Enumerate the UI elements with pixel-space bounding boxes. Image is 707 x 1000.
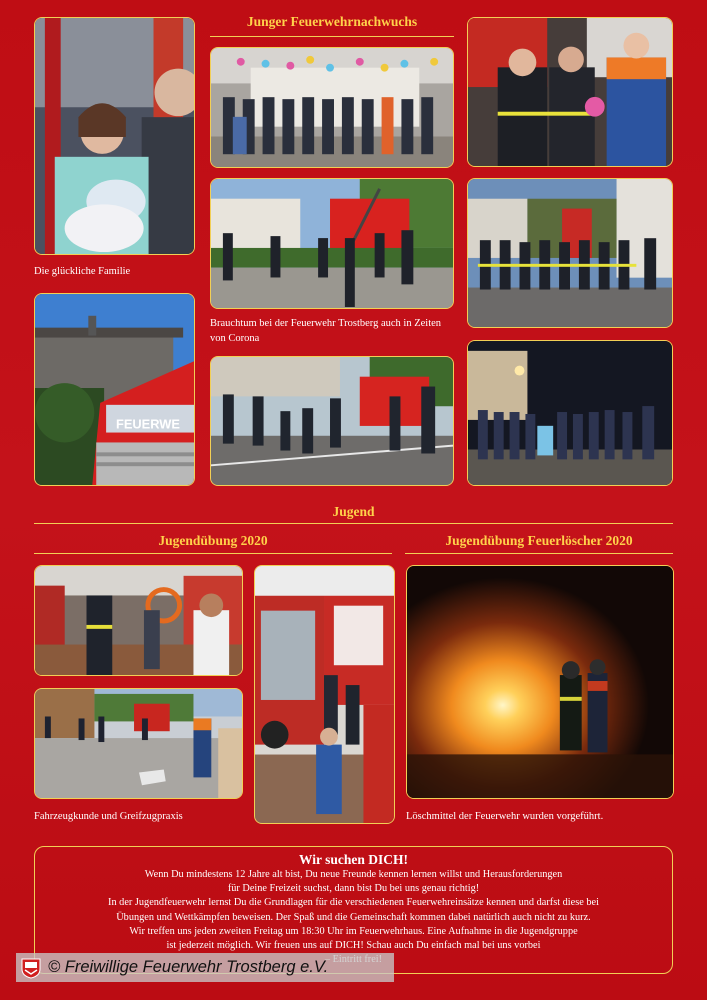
- caption-fahrzeugkunde: Fahrzeugkunde und Greifzugpraxis: [34, 811, 183, 822]
- photo-uebung-garage: [34, 565, 243, 676]
- divider: [34, 523, 673, 524]
- section-heading-junger-nachwuchs: Junger Feuerwehrnachwuchs: [246, 14, 418, 29]
- photo-fire-extinguisher-night: [406, 565, 674, 799]
- recruit-line: Übungen und Wettkämpfen beweisen. Der Spaß und die Gemeinschaft kommen dabei natürlich auch nicht zu kurz.: [116, 911, 591, 923]
- photo-children-uniforms: [467, 17, 673, 167]
- divider: [210, 36, 454, 37]
- photo-fire-truck-building: [34, 293, 195, 486]
- divider: [34, 553, 392, 554]
- recruit-line: Wenn Du mindestens 12 Jahre alt bist, Du neue Freunde kennen lernen willst und Herausforderungen: [144, 869, 563, 880]
- recruit-line: Wir treffen uns jeden zweiten Freitag um 18:30 Uhr im Feuerwehrhaus. Eine Aufnahme in die Jugendgruppe: [129, 925, 578, 937]
- divider: [405, 553, 673, 554]
- photo-family: [34, 17, 195, 255]
- fire-brigade-crest-icon: [20, 957, 42, 979]
- footer-copyright-text: © Freiwillige Feuerwehr Trostberg e.V.: [48, 958, 329, 976]
- recruit-title: Wir suchen DICH!: [298, 852, 408, 867]
- caption-family: Die glückliche Familie: [34, 266, 131, 277]
- recruit-line: ist jederzeit möglich. Wir freuen uns auf DICH! Schau auch Du einfach mal bei uns vorbei: [166, 940, 541, 952]
- caption-loeschmittel: Löschmittel der Feuerwehr wurden vorgeführt.: [406, 811, 604, 822]
- section-heading-feuerloescher: Jugendübung Feuerlöscher 2020: [445, 533, 633, 548]
- photo-street-group-truck: [210, 356, 454, 486]
- recruit-line: für Deine Freizeit suchst, dann bist Du bei uns genau richtig!: [227, 883, 480, 895]
- truck-lettering: FEUERWE: [115, 416, 180, 432]
- section-heading-jugend: Jugend: [332, 504, 375, 519]
- photo-greifzug-outdoor: [34, 688, 243, 799]
- photo-street-group-ladder: [210, 178, 454, 309]
- photo-group-garage: [210, 47, 454, 168]
- section-heading-jugenduebung: Jugendübung 2020: [158, 533, 268, 548]
- photo-evening-group-ladder: [467, 178, 673, 328]
- footer-copyright-bar: [16, 953, 394, 982]
- caption-brauchtum: Brauchtum bei der Feuerwehr Trostberg auch in Zeiten von Corona: [210, 318, 442, 344]
- photo-uebung-truck-equipment: [254, 565, 395, 824]
- photo-night-group: [467, 340, 673, 486]
- recruit-line: In der Jugendfeuerwehr lernst Du die Grundlagen für die verschiedenen Feuerwehreinsätze kennen und darfst diese bei: [108, 897, 599, 909]
